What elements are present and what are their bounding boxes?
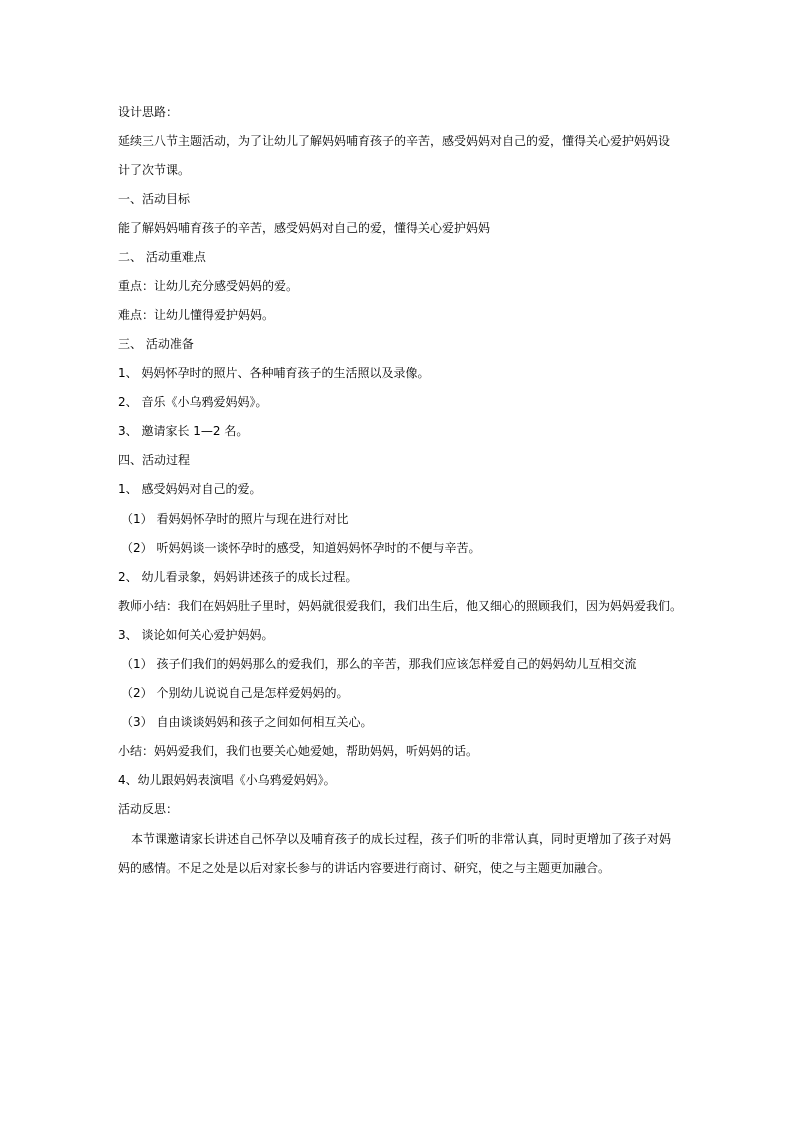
process-step-3-sub-3: （3） 自由谈谈妈妈和孩子之间如何相互关心。: [121, 715, 373, 729]
goals-text: 能了解妈妈哺育孩子的辛苦，感受妈妈对自己的爱，懂得关心爱护妈妈: [118, 221, 491, 235]
process-step-3-sub-2: （2） 个别幼儿说说自己是怎样爱妈妈的。: [121, 686, 349, 700]
process-step-1: 1、 感受妈妈对自己的爱。: [118, 482, 262, 496]
section-heading-preparation: 三、 活动准备: [118, 337, 194, 351]
preparation-item-1: 1、 妈妈怀孕时的照片、各种哺育孩子的生活照以及录像。: [118, 366, 430, 380]
process-step-3-sub-1: （1） 孩子们我们的妈妈那么的爱我们，那么的辛苦，那我们应该怎样爱自己的妈妈幼儿互相交流: [121, 657, 637, 671]
process-step-3: 3、 谈论如何关心爱护妈妈。: [118, 628, 274, 642]
preparation-item-2: 2、 音乐《小乌鸦爱妈妈》。: [118, 395, 268, 409]
design-idea-text-line-1: 延续三八节主题活动，为了让幼儿了解妈妈哺育孩子的辛苦，感受妈妈对自己的爱，懂得关心爱护妈妈设: [118, 134, 671, 148]
summary-text: 小结：妈妈爱我们，我们也要关心她爱她，帮助妈妈，听妈妈的话。: [118, 744, 479, 758]
preparation-item-3: 3、 邀请家长 1—2 名。: [118, 424, 249, 438]
section-heading-key-points: 二、 活动重难点: [118, 250, 206, 264]
process-step-1-sub-1: （1） 看妈妈怀孕时的照片与现在进行对比: [121, 512, 349, 526]
difficult-point-text: 难点：让幼儿懂得爱护妈妈。: [118, 308, 275, 322]
design-idea-text-line-2: 计了次节课。: [118, 163, 191, 177]
design-idea-heading: 设计思路：: [118, 105, 179, 119]
reflection-heading: 活动反思：: [118, 802, 179, 816]
key-point-text: 重点：让幼儿充分感受妈妈的爱。: [118, 279, 299, 293]
process-step-2: 2、 幼儿看录象，妈妈讲述孩子的成长过程。: [118, 570, 358, 584]
reflection-text-line-1: 本节课邀请家长讲述自己怀孕以及哺育孩子的成长过程，孩子们听的非常认真，同时更增加了孩子对妈: [131, 832, 672, 846]
section-heading-process: 四、活动过程: [118, 453, 191, 467]
process-step-4: 4、幼儿跟妈妈表演唱《小乌鸦爱妈妈》。: [118, 773, 336, 787]
process-step-1-sub-2: （2） 听妈妈谈一谈怀孕时的感受，知道妈妈怀孕时的不便与辛苦。: [121, 541, 481, 555]
teacher-summary: 教师小结：我们在妈妈肚子里时，妈妈就很爱我们，我们出生后，他又细心的照顾我们，因为妈妈爱我们。: [118, 599, 683, 613]
section-heading-goals: 一、活动目标: [118, 192, 191, 206]
reflection-text-line-2: 妈的感情。不足之处是以后对家长参与的讲话内容要进行商讨、研究，使之与主题更加融合。: [118, 861, 611, 875]
